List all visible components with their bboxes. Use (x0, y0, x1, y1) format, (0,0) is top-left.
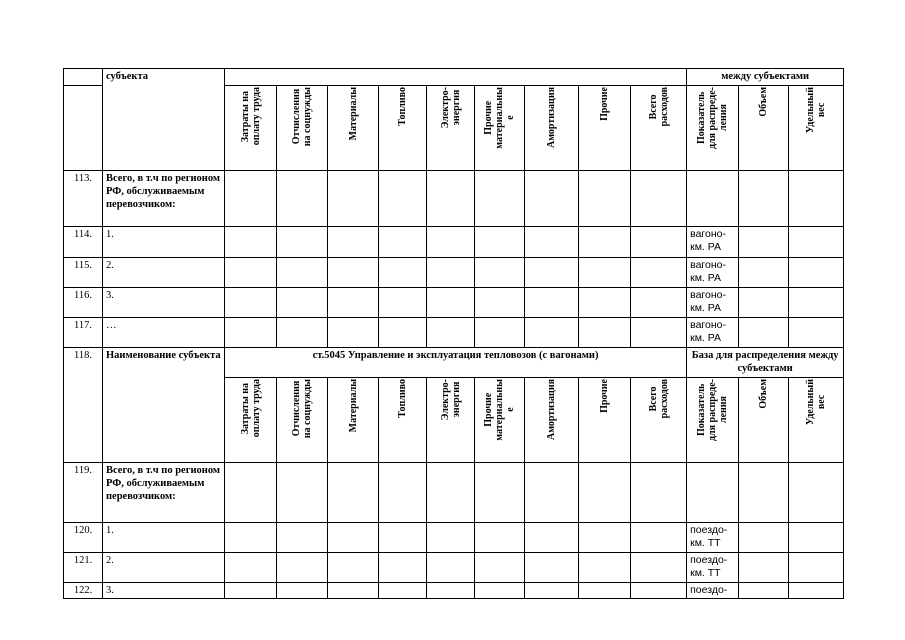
basis-cell: вагоно- км. РА (687, 258, 739, 288)
table-row (64, 288, 844, 318)
row-number: 113. (64, 171, 103, 227)
col-header-volume: Объем (739, 86, 789, 171)
subject-label: Наименование субъекта (103, 348, 225, 463)
col-header-indicator: Показатель для распреде- ления (687, 378, 739, 463)
row-name: Всего, в т.ч по регионом РФ, обслуживаемым перевозчиком: (103, 463, 225, 523)
row-number: 120. (64, 523, 103, 553)
col-header-electricity: Электро- энергия (427, 378, 475, 463)
col-header-other: Прочие (579, 86, 631, 171)
basis-cell: поездо- км. ТТ (687, 553, 739, 583)
table-row (64, 258, 844, 288)
row-name: Всего, в т.ч по регионом РФ, обслуживаемым перевозчиком: (103, 171, 225, 227)
row-number: 122. (64, 583, 103, 599)
table-row (64, 318, 844, 348)
table-row (64, 171, 844, 227)
row-name: 2. (103, 258, 225, 288)
col-header-labor: Затраты на оплату труда (225, 378, 277, 463)
row-number: 115. (64, 258, 103, 288)
col-header-indicator: Показатель для распреде- ления (687, 86, 739, 171)
table-row (64, 583, 844, 599)
col-header-amortization: Амортизация (525, 86, 579, 171)
basis-header: между субъектами (687, 69, 844, 86)
col-header-materials: Материалы (328, 86, 379, 171)
row-name: 2. (103, 553, 225, 583)
col-header-total: Всего расходов (631, 378, 687, 463)
basis-header: База для распределения между субъектами (687, 348, 844, 378)
basis-cell (687, 171, 739, 227)
row-name: 3. (103, 583, 225, 599)
row-name: 1. (103, 227, 225, 258)
col-header-other-material: Прочие материальны е (475, 86, 525, 171)
row-number-cell (64, 69, 103, 86)
col-header-electricity: Электро- энергия (427, 86, 475, 171)
col-header-amortization: Амортизация (525, 378, 579, 463)
row-number-cell (64, 86, 103, 171)
col-header-fuel: Топливо (379, 378, 427, 463)
col-header-volume: Объем (739, 378, 789, 463)
col-header-fuel: Топливо (379, 86, 427, 171)
row-number: 118. (64, 348, 103, 463)
row-number: 117. (64, 318, 103, 348)
row-number: 114. (64, 227, 103, 258)
col-header-social: Отчисления на соцнужды (277, 378, 328, 463)
basis-cell: вагоно- км. РА (687, 227, 739, 258)
col-header-labor: Затраты на оплату труда (225, 86, 277, 171)
col-header-other: Прочие (579, 378, 631, 463)
row-name: 1. (103, 523, 225, 553)
subject-label: субъекта (103, 69, 225, 171)
basis-cell (687, 463, 739, 523)
table-row (64, 227, 844, 258)
row-number: 116. (64, 288, 103, 318)
cost-allocation-table (63, 68, 844, 599)
table-row (64, 463, 844, 523)
basis-cell: поездо- км. ТТ (687, 523, 739, 553)
table-row (64, 523, 844, 553)
basis-cell: вагоно- км. РА (687, 288, 739, 318)
col-header-materials: Материалы (328, 378, 379, 463)
row-name: 3. (103, 288, 225, 318)
col-header-total: Всего расходов (631, 86, 687, 171)
basis-cell: поездо- (687, 583, 739, 599)
row-name: … (103, 318, 225, 348)
section-header-empty (225, 69, 687, 86)
col-header-weight: Удельный вес (789, 86, 844, 171)
section-title: ст.5045 Управление и эксплуатация тепловозов (с вагонами) (225, 348, 687, 378)
col-header-other-material: Прочие материальны е (475, 378, 525, 463)
row-number: 119. (64, 463, 103, 523)
col-header-social: Отчисления на соцнужды (277, 86, 328, 171)
table-row (64, 553, 844, 583)
basis-cell: вагоно- км. РА (687, 318, 739, 348)
col-header-weight: Удельный вес (789, 378, 844, 463)
row-number: 121. (64, 553, 103, 583)
